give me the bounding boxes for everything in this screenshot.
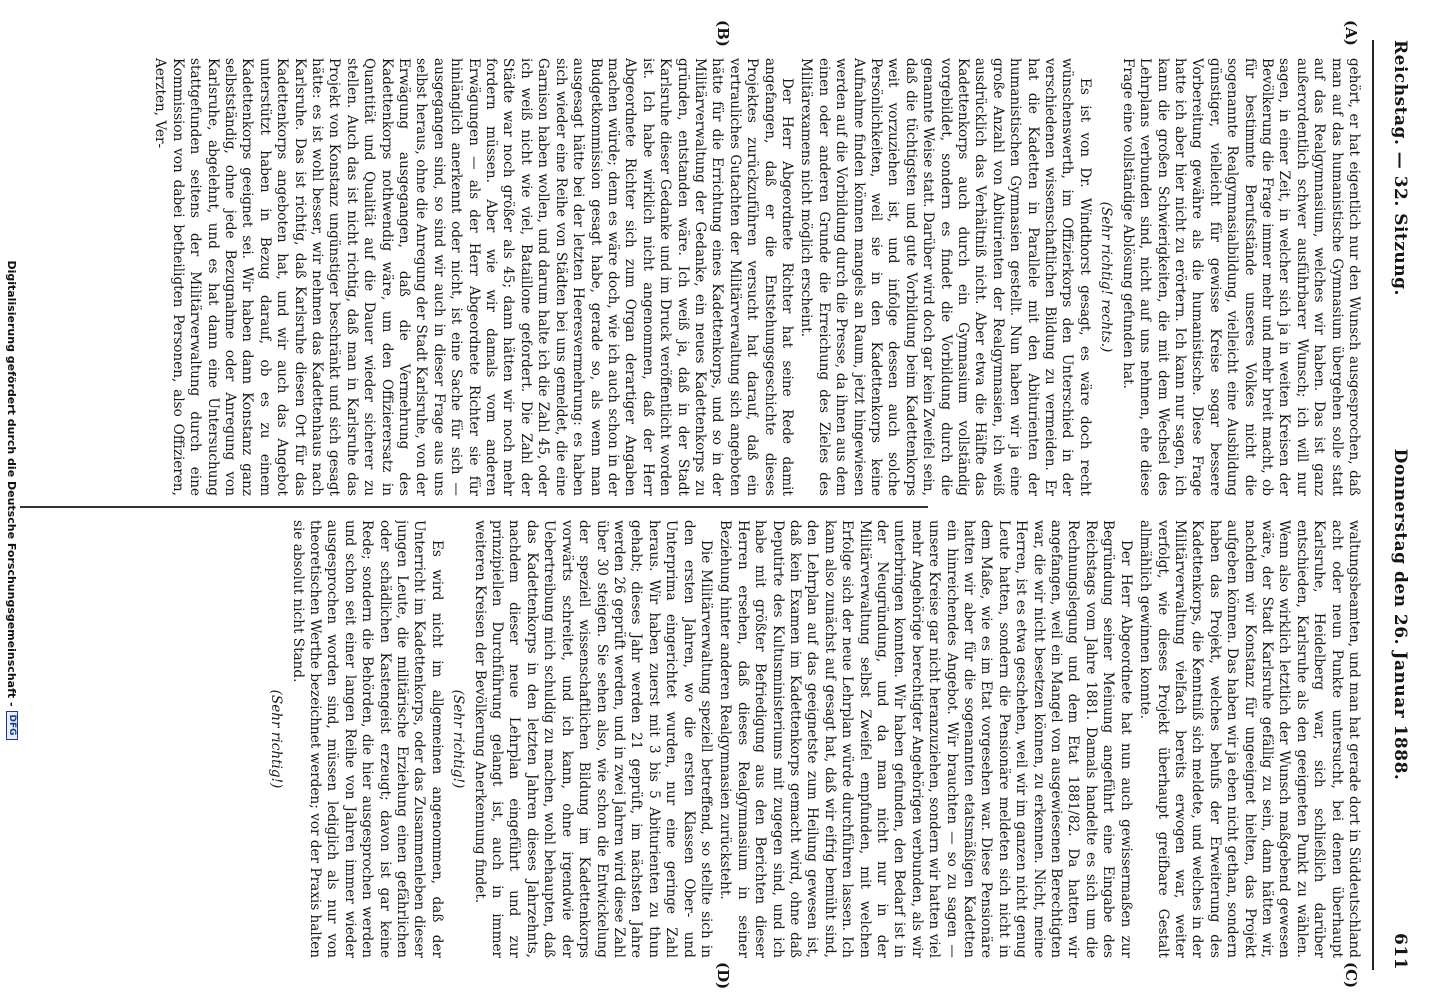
paragraph: Der Herr Abgeordnete hat nun auch gewissermaßen zur Begründung seiner Meinung angeführt eine Eingabe des Reichstags vom Jahre 1881. Damals handelte es sich um die Rechnungslegung und dem Etat 1881/82. Da hatten wir angefangen, weil ein Mangel von ausgewiesenen Berechtigten war, die wir nicht besetzen können, zu erkennen. Nicht, meine Herren, ist es etwa geschehen, weil wir im ganzen nicht genug Leute hatten, sondern die Pensionäre meldeten sich nicht in dem Maße, wie es im Etat vorgesehen war. Diese Pensionäre hatten wir aber für die sogenannten etatsmäßigen Kadetten ein hinreichendes Angebot. Wir brauchten — so zu sagen — unsere Kreise gar nicht heranzuziehen, sondern wir hatten viel mehr Angehörige berechtigter Angehörigen verbunden, als wir unterbringen konnten. Wir haben gefunden, den Bedarf ist in der Neugründung, und da man nicht nur in der Militärverwaltung selbst Zweifel empfunden, mit welchen Erfolge sich der neue Lehrplan würde durchführen lassen. Ich kann also zunächst auf gesagt hat, daß wir eifrig bemüht sind, den Lehrplan auf das geeignetste zum Heilung gewesen ist, daß kein Examen im Kadettenkorps gemacht wird, ohne daß Deputirte des Kultusministeriums mit zugegen sind, und ich habe mit größter Befriedigung aus den Berichten dieser Herren ersehen, daß dieses Realgymnasium in seiner Beziehung hinter anderen Realgymnasien zurücksteht.: [717, 520, 1134, 958]
footer-text: Digitalisierung gefördert durch die Deutsche Forschungsgemeinschaft -: [5, 260, 19, 707]
paragraph: Die Militärverwaltung speziell betreffend, so stellte sich in den ersten Jahren, wo die ersten Klassen Ober- und Unterprima eingerichtet wurden, nur eine geringe Zahl heraus. Wir haben zuerst mit 3 bis 5 Abiturienten zu thun gehabt; dieses Jahr werden 21 geprüft, im nächsten Jahre werden 26 geprüft werden, und in zwei Jahren wird diese Zahl über 30 steigen. Sie sehen also, wie schon die Entwickelung der speziell wissenschaftlichen Bildung im Kadettenkorps vorwärts schreitet, und ich kann, ohne irgendwie der Uebertreibung mich schuldig zu machen, wohl behaupten, daß das Kadettenkorps in den letzten Jahren dieses Jahrzehnts, nachdem dieser neue Lehrplan eingeführt und zur prinzipiellen Durchführung gelangt ist, auch in immer weiteren Kreisen der Bevölkerung Anerkennung findet.: [471, 520, 714, 958]
digitization-footer: [0, 0, 24, 1000]
margin-marker-b: (B): [714, 20, 732, 47]
dfg-logo: DFG: [6, 711, 18, 740]
interjection: (Sehr richtig! rechts.): [1098, 201, 1115, 353]
paragraph: Der Herr Abgeordnete Richter hat seine Rede damit angefangen, daß er die Entstehungsgeschichte dieses Projektes zurückzuführen versucht hat darauf, daß ein vertrauliches Gutachten der Militärverwaltung sich angeboten hätte für die Errichtung eines Kadettenkorps, und so in der Militärverwaltung der Gedanke, ein neues Kadettenkorps zu gründen, entstanden wäre. Ich weiß ja, daß in der Stadt Karlsruhe dieser Gedanke und im Druck veröffentlicht worden ist. Ich habe wirklich nicht angenommen, daß der Herr Abgeordnete Richter sich zum Organ derartiger Angaben machen würde; denn es wäre doch, wie ich auch schon in der Budgetkommission gesagt habe, gerade so, als wenn man ausgesagt hätte bei der letzten Heeresvermehrung: es haben sich wieder eine Reihe von Städten bei uns gemeldet, die eine Garnison haben wollen, und darum halte ich die Zahl 45, oder ich weiß nicht wie viel, Bataillone gefordert. Die Zahl der Städte war noch größer als 45; dann hätten wir noch mehr fordern müssen. Aber wie wir damals vom anderen Erwägungen — als der Herr Abgeordnete Richter sie für hinlänglich anerkennt oder nicht, ist eine Sache für sich — ausgegangen sind, so sind wir auch in dieser Frage aus uns selbst heraus, ohne die Anregung der Stadt Karlsruhe, von der Erwägung ausgegangen, daß die Vermehrung des Kadettenkorps nothwendig wäre, um den Offizierersatz in Quantität und Qualität auf die Dauer wieder sicherer zu stellen. Auch das ist nicht richtig, daß man in Karlsruhe das Projekt von Konstanz ungünstiger beschränkt und sich gesagt hätte: es ist wohl besser, wir nehmen das Kadettenhaus nach Karlsruhe. Das ist richtig, daß Karlsruhe diesen Ort für das Kadettenkorps angeboten hat, und wir auch das Angebot unterstützt haben in Bezug darauf, ob es zu einem Kadettenkorps geeignet sei. Wir haben dann Konstanz ganz selbstständig, ohne jede Bezugnahme oder Anregung von Karlsruhe, abgelehnt, und es hat dann eine Untersuchung stattgefunden seitens der Militärverwaltung durch eine Kommission von dabei betheiligten Personen, also Offizieren, Aerzten, Ver-: [152, 58, 795, 496]
page-number: 611: [1390, 933, 1410, 970]
margin-marker-a: (A): [1342, 20, 1360, 46]
page-header: [1372, 40, 1410, 970]
paragraph: Es wird nicht im allgemeinen angenommen, daß der Unterricht im Kadettenkorps, oder das Zusammenleben dieser jungen Leute, die militärische Erziehung einen gefährlichen oder schädlichen Kastengeist erzeugt; davon ist gar keine Rede; sondern die Behörden, die hier ausgesprochen werden und schon seit einer langen Reihe von Jahren immer wieder ausgesprochen worden sind, müssen lediglich als nur von theoretischen Werthe bezeichnet werden; vor der Praxis halten sie absolut nicht Stand.: [289, 520, 445, 958]
margin-marker-d: (D): [714, 962, 732, 990]
header-session: Reichstag. — 32. Sitzung.: [1390, 40, 1410, 296]
paragraph: Es ist von Dr. Windthorst gesagt, es wäre doch recht wünschenswerth, im Offizierkorps den Unterschied in der verschiedenen wissenschaftlichen Bildung zu vermeiden. Er hat die Kadetten in Parallele mit den Abiturienten der humanistischen Gymnasien gestellt. Nun haben wir ja eine große Anzahl von Abiturienten der Realgymnasien, ich weiß ausdrücklich das Verhältniß nicht. Aber etwa die Hälfte das Kadettenkorps auch durch ein Gymnasium vollständig vorgebildet, sondern es findet die Vorbildung durch die genannte Weise statt. Darüber wird doch gar kein Zweifel sein, daß die tüchtigsten und gute Vorbildung beim Kadettenkorps weit vorzuziehen ist, und infolge dessen auch solche Persönlichkeiten, weil sie in den Kadettenkorps keine Aufnahme finden können mangels an Raum, jetzt hingewiesen werden auf die Vorbildung durch die Presse, da ihnen aus dem einen oder anderen Grunde die Erreichung des Zieles des Militärexamens nicht möglich erscheint.: [798, 58, 1093, 496]
paragraph: waltungsbeamten, und man hat gerade dort in Süddeutschland acht oder neun Punkte untersucht, bei denen überhaupt Karlsruhe, Heidelberg war, sich schließlich darüber entschieden, Karlsruhe als den geeigneten Punkt zu wählen. Wenn also wirklich letztlich der Wunsch maßgebend gewesen wäre, der Stadt Karlsruhe gefällig zu sein, dann hätten wir, nachdem wir Konstanz für ungeeignet hielten, das Projekt aufgeben können. Das haben wir ja eben nicht gethan, sondern haben das Projekt, welches behufs der Erweiterung des Kadettenkorps, die Kenntniß sich meldete, und welches in der Militärverwaltung vielfach bereits erwogen war, weiter verfolgt, wie dieses Projekt überhaupt greifbare Gestalt allmählich gewinnen konnte.: [1137, 520, 1362, 958]
right-column: [0, 520, 1362, 958]
margin-marker-c: (C): [1342, 962, 1360, 989]
interjection: (Sehr richtig!): [268, 689, 285, 789]
paragraph: gehört, er hat eigentlich nur den Wunsch ausgesprochen, daß man auf das humanistische Gymnasium übergehen solle statt auf das Realgymnasium, welches wir haben. Das ist ganz außerordentlich schwer ausführbarer Wunsch; ich will nur sagen, in einer Zeit, in welcher sich ja in weiten Kreisen der Bevölkerung die Frage immer mehr und mehr breit macht, ob für bestimmte Berufsstände unseres Volkes nicht die sogenannte Realgymnasialbildung, vielleicht eine Ausbildung günstiger, vielleicht für gewisse Kreise sogar bessere Vorbereitung gewähre als die humanistische. Diese Frage hatte ich aber hier nicht zu erörtern. Ich kann nur sagen, ich kann die großen Schwierigkeiten, die mit dem Wechsel des Lehrplans verbunden sind, nicht auf uns nehmen, ehe diese Frage eine vollständige Ablösung gefunden hat.: [1119, 58, 1362, 496]
header-date: Donnerstag den 26. Januar 1888.: [1390, 448, 1410, 781]
interjection: (Sehr richtig!): [450, 689, 467, 789]
left-column: [0, 58, 1362, 496]
column-divider: [20, 506, 928, 508]
